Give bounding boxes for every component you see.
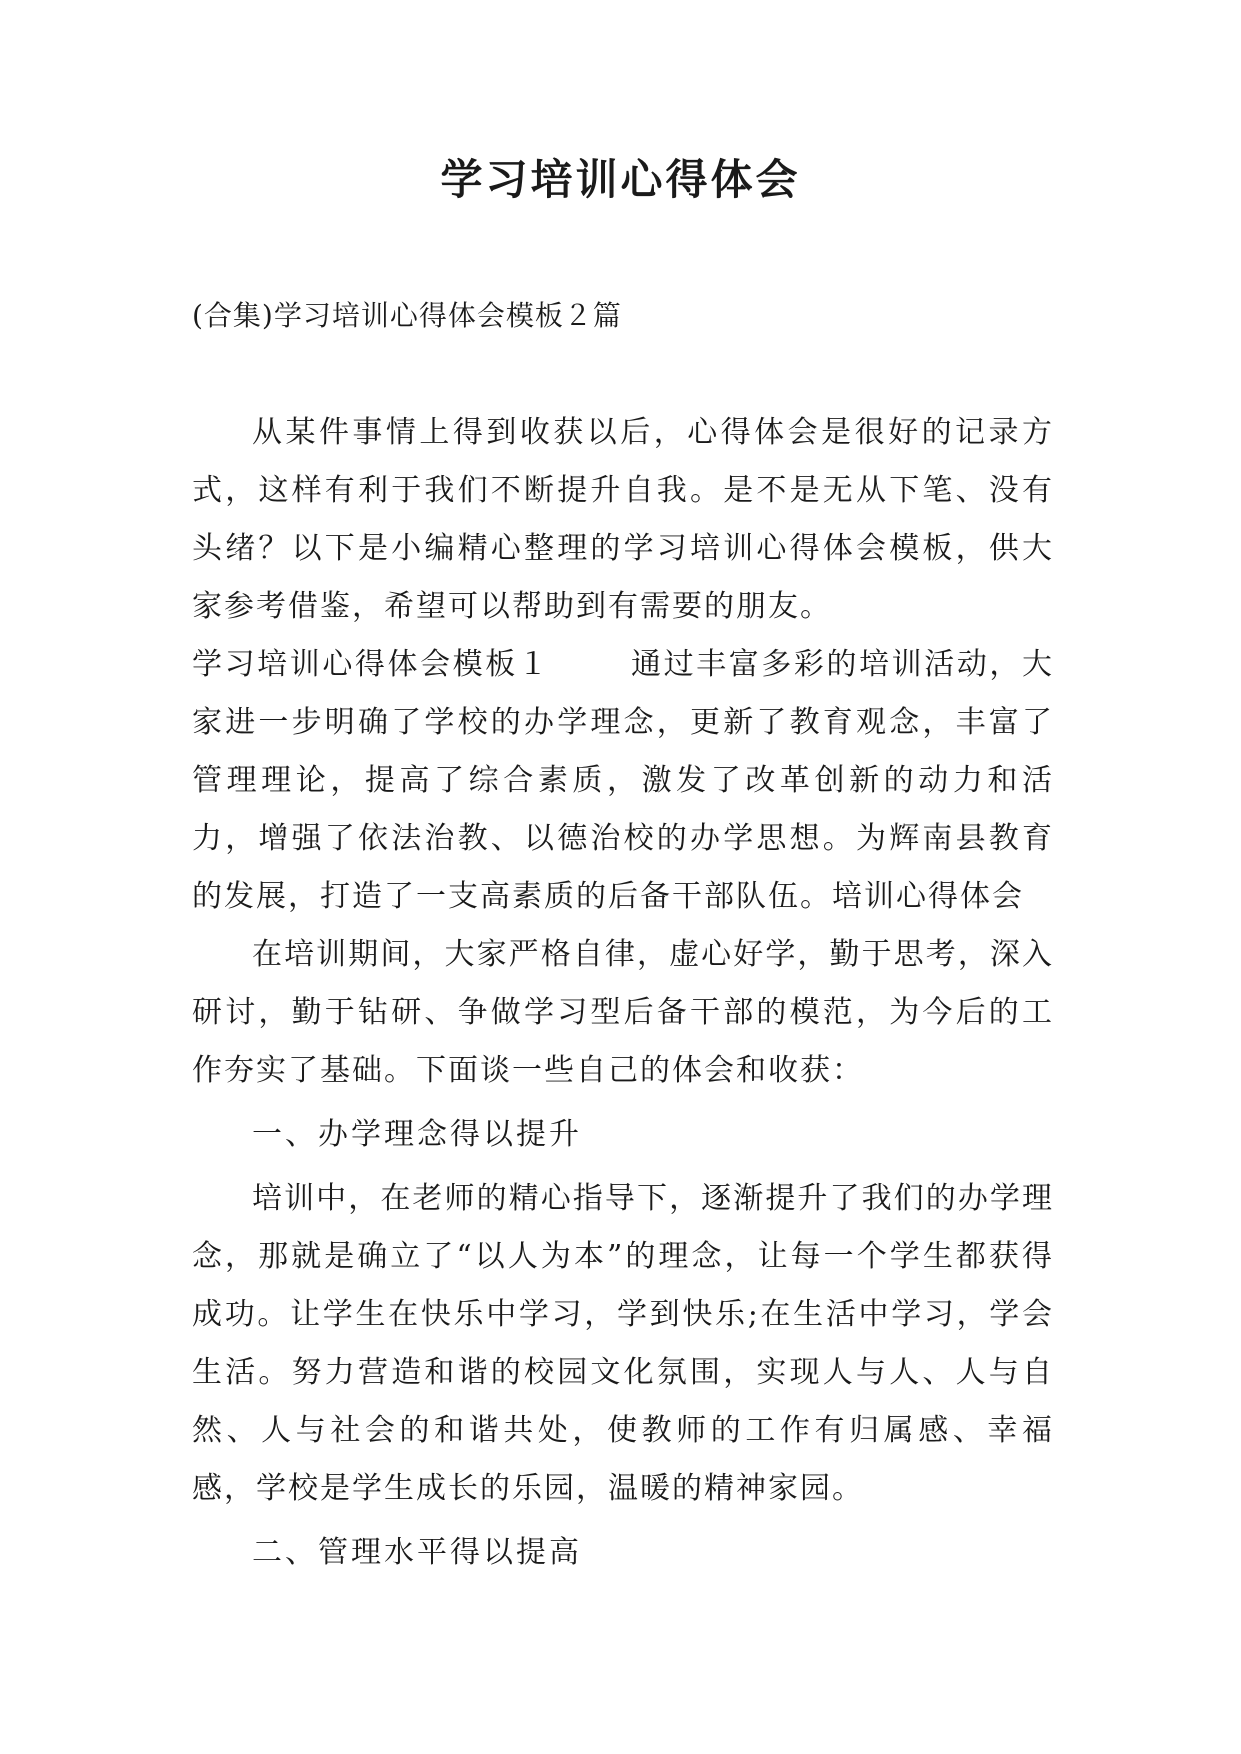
template-paragraph	[192, 636, 1054, 926]
template-text: 通过丰富多彩的培训活动，大家进一步明确了学校的办学理念，更新了教育观念，丰富了管理理论，提高了综合素质，激发了改革创新的动力和活力，增强了依法治教、以德治校的办学思想。为辉南县教育的发展，打造了一支高素质的后备干部队伍。培训心得体会	[192, 647, 1055, 914]
document-body	[192, 404, 1054, 1588]
section-heading-1: 一、办学理念得以提升	[252, 1117, 582, 1152]
intro-paragraph: 从某件事情上得到收获以后，心得体会是很好的记录方式，这样有利于我们不断提升自我。是不是无从下笔、没有头绪？以下是小编精心整理的学习培训心得体会模板，供大家参考借鉴，希望可以帮助到有需要的朋友。	[192, 415, 1054, 624]
training-paragraph: 在培训期间，大家严格自律，虚心好学，勤于思考，深入研讨，勤于钻研、争做学习型后备干部的模范，为今后的工作夯实了基础。下面谈一些自己的体会和收获：	[192, 937, 1054, 1088]
document-subtitle: (合集)学习培训心得体会模板２篇	[192, 299, 622, 332]
document-title: 学习培训心得体会	[440, 155, 801, 204]
concept-paragraph: 培训中，在老师的精心指导下，逐渐提升了我们的办学理念，那就是确立了“以人为本”的理念，让每一个学生都获得成功。让学生在快乐中学习，学到快乐;在生活中学习，学会生活。努力营造和谐的校园文化氛围，实现人与人、人与自然、人与社会的和谐共处，使教师的工作有归属感、幸福感，学校是学生成长的乐园，温暖的精神家园。	[192, 1181, 1054, 1506]
section-heading-2: 二、管理水平得以提高	[252, 1535, 582, 1570]
template-label: 学习培训心得体会模板１	[192, 647, 551, 682]
